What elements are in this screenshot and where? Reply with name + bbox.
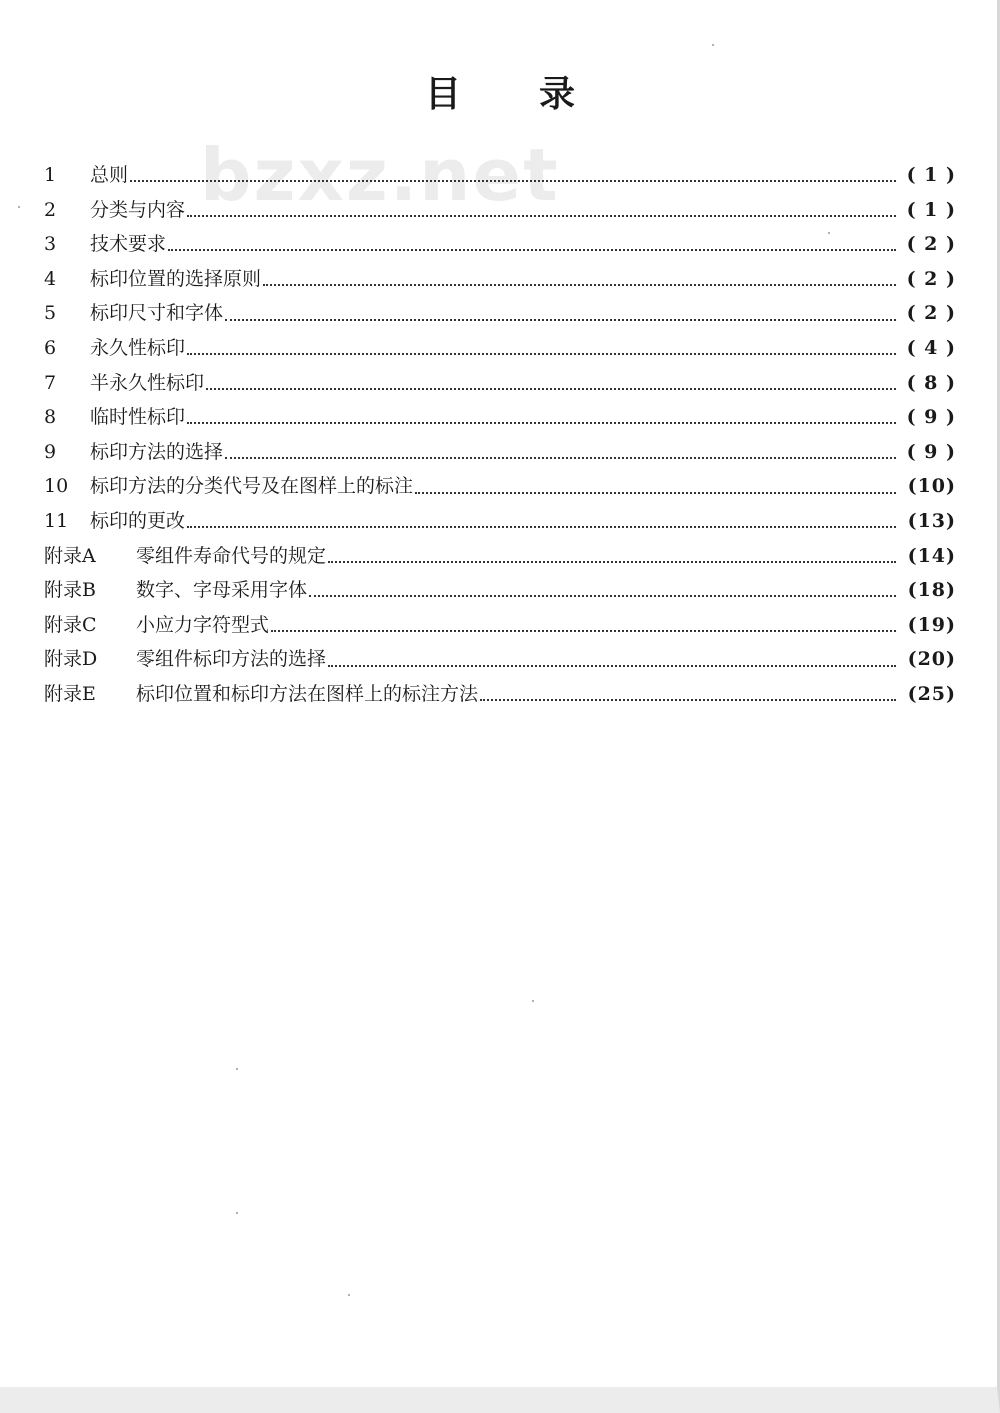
watermark: bzxz.net [200,133,560,217]
toc-entry-title: 零组件标印方法的选择 [136,648,327,671]
toc-leader-dots [187,353,896,355]
toc-entry-title: 标印位置的选择原则 [90,267,262,290]
toc-leader-dots [130,180,896,182]
title-char-2: 录 [539,73,576,115]
toc-leader-dots [271,630,896,632]
page-title [0,66,1000,117]
toc-entry-number: 11 [44,509,69,532]
toc-entry-number: 附录D [44,648,98,671]
toc-entry-page: (20) [907,648,956,671]
toc-leader-dots [225,319,896,321]
toc-entry-title: 标印的更改 [90,509,186,532]
toc-entry[interactable] [44,333,956,368]
title-char-1: 目 [424,73,461,115]
toc-entry-page: ( 2 ) [906,233,956,256]
toc-entry-title: 小应力字符型式 [136,613,270,636]
toc-entry[interactable] [44,679,956,714]
toc-entry-number: 4 [44,267,57,290]
scan-speck [712,44,714,46]
toc-entry-title: 标印尺寸和字体 [90,302,224,325]
toc-entry[interactable] [44,229,956,264]
toc-entry-number: 10 [44,475,69,498]
toc-entry-title: 永久性标印 [90,336,186,359]
toc-entry-page: (14) [907,544,956,567]
scan-speck [532,1000,534,1002]
toc-entry-page: ( 1 ) [906,198,956,221]
scan-speck [348,1294,350,1296]
toc-entry-number: 7 [44,371,57,394]
toc-entry[interactable] [44,575,956,610]
toc-leader-dots [206,388,896,390]
toc-leader-dots [225,457,896,459]
scan-speck [236,1068,238,1070]
toc-entry-number: 9 [44,440,57,463]
toc-leader-dots [187,215,896,217]
toc-leader-dots [168,249,896,251]
toc-entry-title: 标印方法的分类代号及在图样上的标注 [90,475,414,498]
toc-entry-number: 5 [44,302,57,325]
toc-leader-dots [309,595,896,597]
toc-entry-title: 技术要求 [90,233,167,256]
toc-leader-dots [328,665,896,667]
toc-leader-dots [263,284,896,286]
toc-entry-title: 半永久性标印 [90,371,205,394]
toc-entry-page: ( 2 ) [906,267,956,290]
toc-entry-page: ( 8 ) [906,371,956,394]
toc-entry-page: ( 1 ) [906,164,956,186]
toc-entry-title: 零组件寿命代号的规定 [136,544,327,567]
toc-entry[interactable] [44,610,956,645]
toc-entry-title: 数字、字母采用字体 [136,579,308,602]
toc-entry-number: 附录C [44,613,97,636]
toc-entry-page: (13) [907,509,956,532]
toc-leader-dots [415,492,896,494]
table-of-contents [44,160,956,714]
toc-entry[interactable] [44,506,956,541]
toc-entry-title: 标印位置和标印方法在图样上的标注方法 [136,682,479,705]
toc-entry-number: 2 [44,198,57,221]
toc-leader-dots [328,561,896,563]
toc-entry-number: 8 [44,406,57,429]
toc-entry-page: (18) [907,579,956,602]
toc-entry-number: 3 [44,233,57,256]
scan-speck [236,1212,238,1214]
toc-entry[interactable] [44,264,956,299]
toc-entry-title: 临时性标印 [90,406,186,429]
toc-entry[interactable] [44,368,956,403]
toc-entry-title: 分类与内容 [90,198,186,221]
toc-entry-page: (10) [907,475,956,498]
toc-entry-number: 6 [44,336,57,359]
toc-entry[interactable] [44,195,956,230]
toc-entry-page: ( 2 ) [906,302,956,325]
toc-leader-dots [187,422,896,424]
toc-entry-page: ( 9 ) [906,440,956,463]
toc-entry-number: 附录A [44,544,96,567]
toc-entry[interactable] [44,437,956,472]
toc-entry[interactable] [44,160,956,195]
toc-entry[interactable] [44,471,956,506]
toc-entry[interactable] [44,402,956,437]
toc-entry-page: ( 4 ) [906,336,956,359]
toc-entry-number: 附录B [44,579,96,602]
toc-entry[interactable] [44,644,956,679]
toc-entry-page: (19) [907,613,956,636]
toc-entry[interactable] [44,298,956,333]
toc-entry-number: 附录E [44,682,96,705]
toc-leader-dots [480,699,896,701]
toc-entry[interactable] [44,541,956,576]
toc-entry-title: 总则 [90,164,129,186]
toc-entry-page: ( 9 ) [906,406,956,429]
toc-entry-number: 1 [44,164,57,186]
scan-speck [18,206,20,208]
toc-entry-page: (25) [907,682,956,705]
scan-speck [828,232,830,234]
toc-entry-title: 标印方法的选择 [90,440,224,463]
toc-leader-dots [187,526,896,528]
